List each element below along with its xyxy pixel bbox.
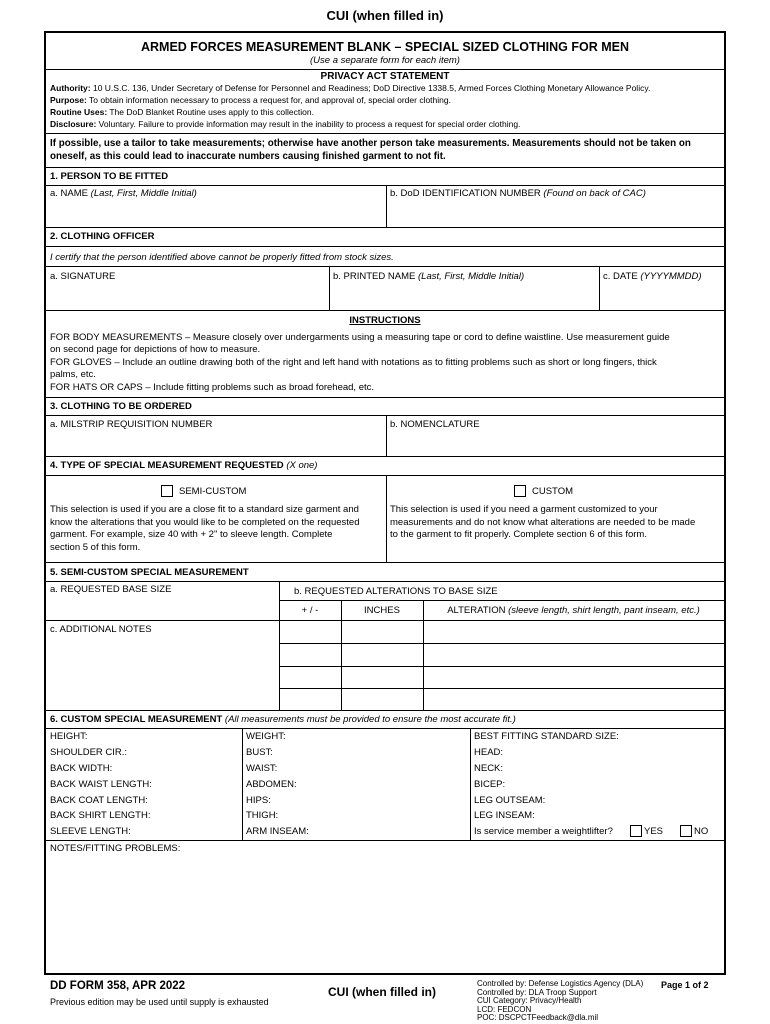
divider [386, 415, 387, 456]
divider [46, 227, 724, 228]
divider [386, 475, 387, 562]
divider [242, 728, 243, 840]
certify-text: I certify that the person identified above cannot be properly fitted from stock sizes. [50, 252, 394, 263]
divider [279, 600, 724, 601]
cui-banner-bottom: CUI (when filled in) [328, 985, 436, 999]
divider [46, 246, 724, 247]
divider [46, 69, 724, 70]
bust-field[interactable]: BUST: [246, 747, 273, 758]
instr-body-2: on second page for depictions of how to measure. [50, 344, 261, 355]
weightlifter-yes-checkbox[interactable] [630, 825, 642, 837]
instr-hats: FOR HATS OR CAPS – Include fitting problems such as broad forehead, etc. [50, 382, 375, 393]
weightlifter-question: Is service member a weightlifter? [474, 826, 613, 837]
form-subtitle: (Use a separate form for each item) [310, 55, 460, 66]
form-id: DD FORM 358, APR 2022 [50, 980, 186, 992]
alterations-heading: b. REQUESTED ALTERATIONS TO BASE SIZE [294, 586, 498, 597]
divider [46, 581, 724, 582]
divider [46, 456, 724, 457]
divider [46, 185, 724, 186]
divider [46, 710, 724, 711]
form-body [44, 31, 726, 975]
instr-gloves-1: FOR GLOVES – Include an outline drawing both of the right and left hand with notations as to fitting problems such as short or long fingers, thick [50, 357, 657, 368]
leg-inseam-field[interactable]: LEG INSEAM: [474, 810, 535, 821]
divider [341, 600, 342, 710]
weightlifter-no-checkbox[interactable] [680, 825, 692, 837]
back-coat-field[interactable]: BACK COAT LENGTH: [50, 795, 148, 806]
leg-outseam-field[interactable]: LEG OUTSEAM: [474, 795, 546, 806]
semi-custom-checkbox[interactable] [161, 485, 173, 497]
divider [46, 562, 724, 563]
divider [46, 620, 724, 621]
hips-field[interactable]: HIPS: [246, 795, 271, 806]
divider [46, 266, 724, 267]
col-plus-minus: + / - [301, 605, 319, 616]
back-width-field[interactable]: BACK WIDTH: [50, 763, 113, 774]
divider [470, 728, 471, 840]
divider [279, 666, 724, 667]
s5-heading: 5. SEMI-CUSTOM SPECIAL MEASUREMENT [50, 567, 249, 578]
privacy-purpose: Purpose: To obtain information necessary to process a request for, and approval of, special order clothing. [50, 95, 451, 105]
instructions-heading: INSTRUCTIONS [349, 315, 421, 326]
divider [46, 133, 724, 134]
back-shirt-field[interactable]: BACK SHIRT LENGTH: [50, 810, 151, 821]
best-fit-size-field[interactable]: BEST FITTING STANDARD SIZE: [474, 731, 619, 742]
notes-fitting-field[interactable]: NOTES/FITTING PROBLEMS: [50, 843, 181, 854]
divider [279, 643, 724, 644]
additional-notes-field[interactable]: c. ADDITIONAL NOTES [50, 624, 152, 635]
divider [46, 728, 724, 729]
yes-label: YES [644, 826, 664, 837]
s2-heading: 2. CLOTHING OFFICER [50, 231, 155, 242]
tailor-note-line1: If possible, use a tailor to take measurements; otherwise have another person take measurements. Measurements should not be taken on [50, 138, 691, 149]
privacy-routine: Routine Uses: The DoD Blanket Routine uses apply to this collection. [50, 107, 314, 117]
divider [599, 266, 600, 310]
nomenclature-field[interactable]: b. NOMENCLATURE [390, 419, 480, 430]
instr-body-1: FOR BODY MEASUREMENTS – Measure closely over undergarments using a measuring tape or cord to define waistline. Use measurement guide [50, 332, 670, 343]
dod-id-field[interactable]: b. DoD IDENTIFICATION NUMBER (Found on back of CAC) [390, 188, 646, 199]
s1-heading: 1. PERSON TO BE FITTED [50, 171, 169, 182]
instr-gloves-2: palms, etc. [50, 369, 96, 380]
col-inches: INCHES [364, 605, 400, 616]
custom-checkbox[interactable] [514, 485, 526, 497]
divider [279, 688, 724, 689]
divider [46, 415, 724, 416]
abdomen-field[interactable]: ABDOMEN: [246, 779, 297, 790]
printed-name-field[interactable]: b. PRINTED NAME (Last, First, Middle Initial) [333, 271, 525, 282]
sleeve-field[interactable]: SLEEVE LENGTH: [50, 826, 131, 837]
custom-label: CUSTOM [532, 486, 573, 497]
signature-field[interactable]: a. SIGNATURE [50, 271, 116, 282]
head-field[interactable]: HEAD: [474, 747, 504, 758]
col-alteration: ALTERATION (sleeve length, shirt length, pant inseam, etc.) [447, 605, 700, 616]
divider [46, 310, 724, 311]
divider [46, 397, 724, 398]
previous-edition: Previous edition may be used until supply is exhausted [50, 997, 269, 1007]
divider [329, 266, 330, 310]
s6-heading: 6. CUSTOM SPECIAL MEASUREMENT (All measurements must be provided to ensure the most accurate fit.) [50, 714, 516, 725]
custom-desc: This selection is used if you need a garment customized to your measurements and do not know what alterations are needed to be made to the garment to fit properly. Complete section 6 of this form. [390, 504, 696, 540]
arm-inseam-field[interactable]: ARM INSEAM: [246, 826, 309, 837]
back-waist-field[interactable]: BACK WAIST LENGTH: [50, 779, 152, 790]
privacy-heading: PRIVACY ACT STATEMENT [320, 71, 450, 82]
height-field[interactable]: HEIGHT: [50, 731, 88, 742]
tailor-note-line2: oneself, as this could lead to inaccurate numbers causing finished garment to not fit. [50, 151, 446, 162]
divider [386, 185, 387, 227]
s4-heading: 4. TYPE OF SPECIAL MEASUREMENT REQUESTED (X one) [50, 460, 318, 471]
divider [423, 600, 424, 710]
bicep-field[interactable]: BICEP: [474, 779, 506, 790]
controlled-block: Controlled by: Defense Logistics Agency (DLA) Controlled by: DLA Troop Support CUI Category: Privacy/Health LCD: FEDCON POC: DSCPCTFeedback@dla.mil [477, 979, 644, 1023]
waist-field[interactable]: WAIST: [246, 763, 278, 774]
form-title: ARMED FORCES MEASUREMENT BLANK – SPECIAL SIZED CLOTHING FOR MEN [141, 40, 629, 54]
neck-field[interactable]: NECK: [474, 763, 504, 774]
thigh-field[interactable]: THIGH: [246, 810, 279, 821]
semi-custom-desc: This selection is used if you are a close fit to a standard size garment and know the alterations that you would like to be completed on the requested garment. For example, size 40 with + 2" to sleeve length. Complete section 5 of this form. [50, 504, 360, 553]
date-field[interactable]: c. DATE (YYYYMMDD) [603, 271, 702, 282]
privacy-authority: Authority: 10 U.S.C. 136, Under Secretary of Defense for Personnel and Readiness; DoD Directive 1338.5, Armed Forces Clothing Monetary Allowance Policy. [50, 83, 651, 93]
divider [46, 475, 724, 476]
milstrip-field[interactable]: a. MILSTRIP REQUISITION NUMBER [50, 419, 213, 430]
s3-heading: 3. CLOTHING TO BE ORDERED [50, 401, 192, 412]
name-field[interactable]: a. NAME (Last, First, Middle Initial) [50, 188, 197, 199]
shoulder-field[interactable]: SHOULDER CIR.: [50, 747, 128, 758]
weight-field[interactable]: WEIGHT: [246, 731, 286, 742]
divider [46, 840, 724, 841]
base-size-field[interactable]: a. REQUESTED BASE SIZE [50, 584, 172, 595]
divider [46, 167, 724, 168]
no-label: NO [694, 826, 709, 837]
semi-custom-label: SEMI-CUSTOM [179, 486, 247, 497]
cui-banner-top: CUI (when filled in) [326, 8, 444, 23]
privacy-disclosure: Disclosure: Voluntary. Failure to provide information may result in the inability to process a request for special order clothing. [50, 119, 521, 129]
page-number: Page 1 of 2 [661, 980, 709, 990]
